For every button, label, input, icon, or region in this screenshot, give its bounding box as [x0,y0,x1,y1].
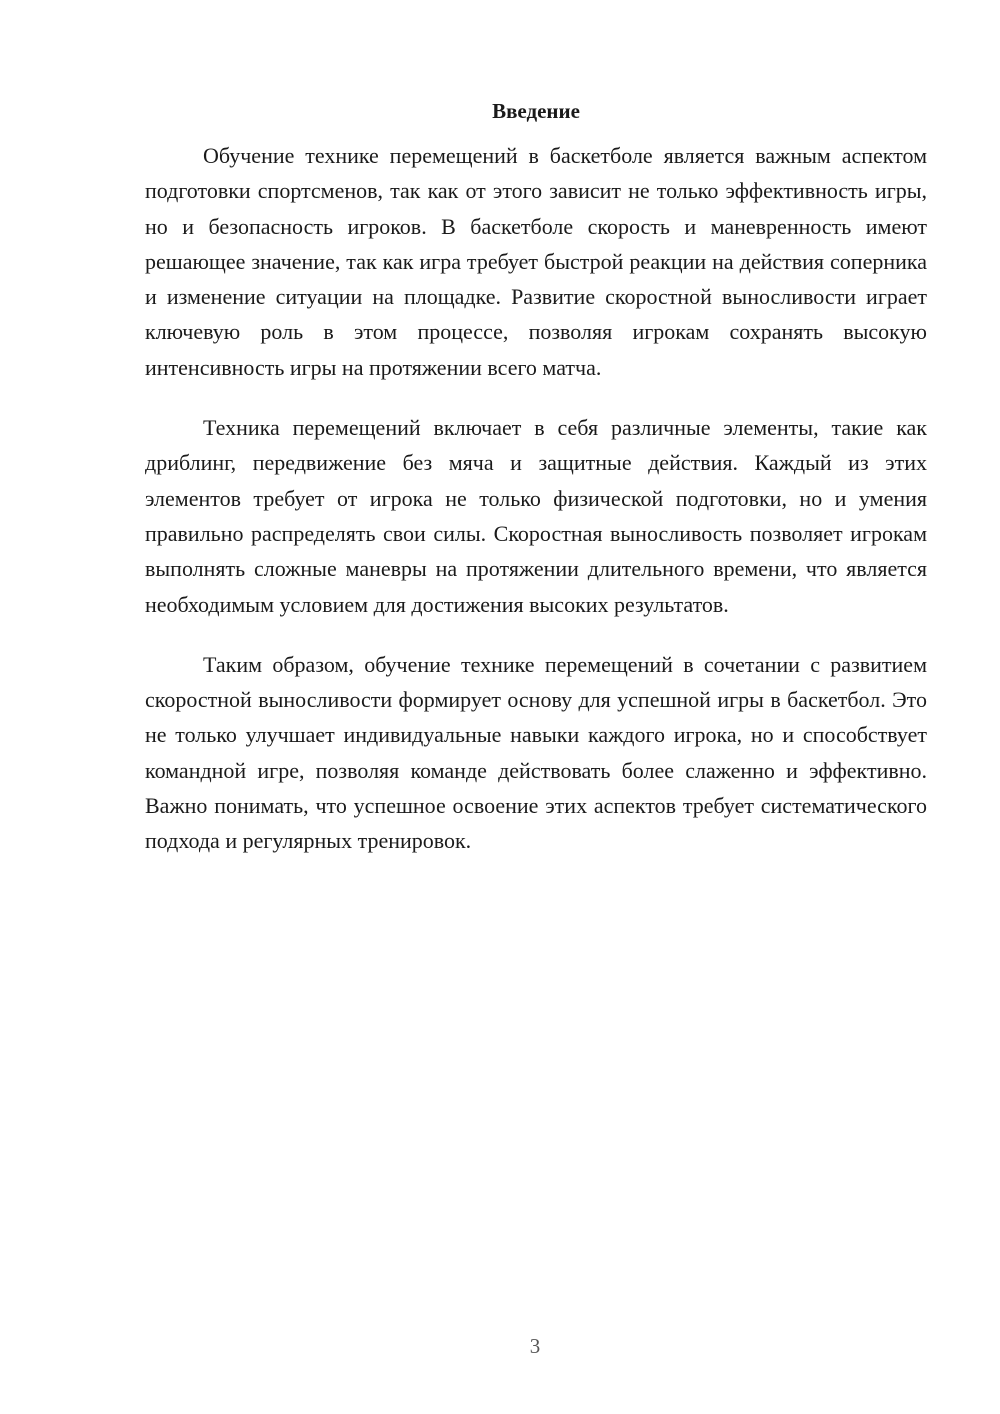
section-heading: Введение [492,99,580,123]
page-content [145,96,927,884]
paragraph-2: Техника перемещений включает в себя различные элементы, такие как дриблинг, передвижение без мяча и защитные действия. Каждый из этих элементов требует от игрока не только физической подготовки, но и умения правильно распределять свои силы. Скоростная выносливость позволяет игрокам выполнять сложные маневры на протяжении длительного времени, что является необходимым условием для достижения высоких результатов. [145,415,927,617]
paragraph-3: Таким образом, обучение технике перемещений в сочетании с развитием скоростной выносливости формирует основу для успешной игры в баскетбол. Это не только улучшает индивидуальные навыки каждого игрока, но и способствует командной игре, позволяя команде действовать более слаженно и эффективно. Важно понимать, что успешное освоение этих аспектов требует систематического подхода и регулярных тренировок. [145,651,927,854]
paragraph-1: Обучение технике перемещений в баскетболе является важным аспектом подготовки спортсменов, так как от этого зависит не только эффективность игры, но и безопасность игроков. В баскетболе скорость и маневренность имеют решающее значение, так как игра требует быстрой реакции на действия соперника и изменение ситуации на площадке. Развитие скоростной выносливости играет ключевую роль в этом процессе, позволяя игрокам сохранять высокую интенсивность игры на протяжении всего матча. [145,143,927,380]
page-number: 3 [529,1334,541,1358]
